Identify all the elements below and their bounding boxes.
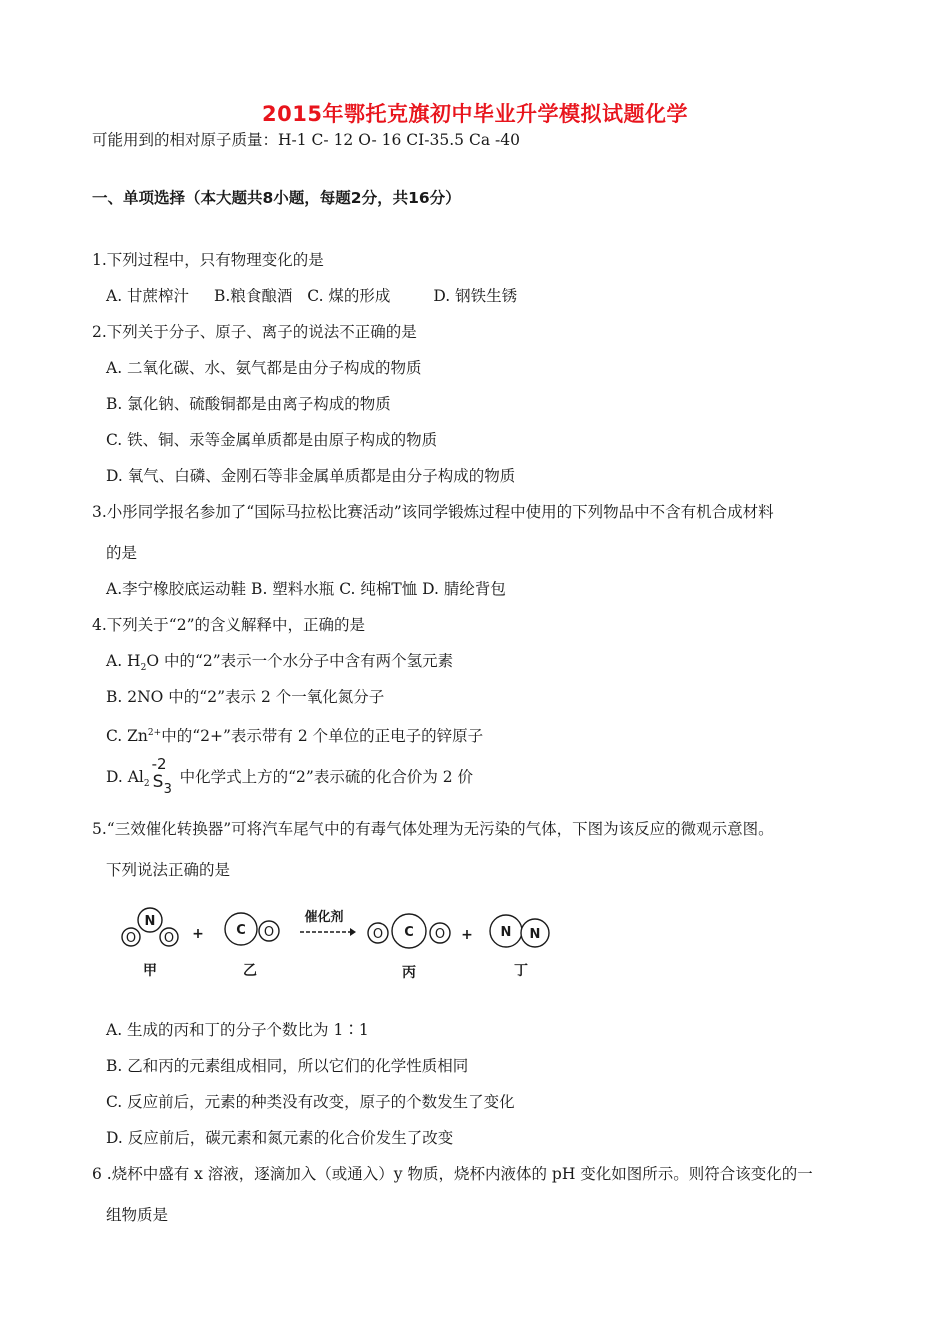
atom-symbol-n: N (144, 914, 156, 929)
q4-option-a (106, 651, 453, 678)
atom-symbol-o: O (163, 931, 175, 946)
q5-stem: 5.“三效催化转换器”可将汽车尾气中的有毒气体处理为无污染的气体，下图为该反应的微观示意图。 (92, 820, 774, 838)
q4-d-pre: D. Al (106, 768, 144, 786)
q4-a-pre: A. H (106, 652, 141, 670)
q1-option-b: B.粮食酿酒 (214, 287, 293, 305)
atomic-masses: 可能用到的相对原子质量：H-1 C- 12 O- 16 CI-35.5 Ca -40 (92, 131, 520, 149)
label-ding: 丁 (514, 963, 528, 979)
atom-symbol-n: N (529, 927, 541, 942)
q4-option-d (106, 755, 474, 797)
atom-symbol-o: O (125, 931, 137, 946)
q4-d-s-subscript: 3 (163, 782, 172, 797)
q3-options: A.李宁橡胶底运动鞋 B. 塑料水瓶 C. 纯棉T恤 D. 腈纶背包 (106, 580, 506, 598)
q4-a-subscript: 2 (140, 663, 147, 674)
label-bing: 丙 (402, 965, 416, 981)
q4-d-sulfur (150, 755, 180, 797)
q2-option-a: A. 二氧化碳、水、氨气都是由分子构成的物质 (106, 359, 422, 377)
q5-option-b: B. 乙和丙的元素组成相同，所以它们的化学性质相同 (106, 1057, 469, 1075)
q4-c-post: 中的“2+”表示带有 2 个单位的正电子的锌原子 (161, 727, 484, 746)
q4-d-post: 中化学式上方的“2”表示硫的化合价为 2 价 (179, 768, 474, 786)
q4-a-post: O 中的“2”表示一个水分子中含有两个氢元素 (146, 652, 454, 670)
reaction-diagram (110, 902, 570, 987)
plus-sign-2: + (461, 927, 473, 943)
q4-c-superscript: 2+ (147, 728, 162, 738)
q4-d-s-symbol: S (152, 772, 164, 792)
q2-option-c: C. 铁、铜、汞等金属单质都是由原子构成的物质 (106, 431, 438, 449)
atom-symbol-c: C (236, 923, 246, 938)
atom-symbol-o: O (263, 925, 275, 940)
q4-option-b: B. 2NO 中的“2”表示 2 个一氧化氮分子 (106, 688, 385, 706)
q4-c-pre: C. Zn (106, 727, 148, 746)
label-yi: 乙 (243, 963, 257, 979)
q4-stem: 4.下列关于“2”的含义解释中，正确的是 (92, 616, 365, 634)
atom-symbol-n: N (500, 925, 512, 940)
q5-option-d: D. 反应前后，碳元素和氮元素的化合价发生了改变 (106, 1129, 454, 1147)
q1-option-d: D. 钢铁生锈 (433, 287, 518, 305)
q4-d-subscript: 2 (143, 779, 150, 790)
plus-sign-1: + (192, 926, 204, 942)
q3-stem-cont: 的是 (106, 544, 138, 562)
q2-option-b: B. 氯化钠、硫酸铜都是由离子构成的物质 (106, 395, 391, 413)
q5-option-c: C. 反应前后，元素的种类没有改变，原子的个数发生了变化 (106, 1093, 515, 1111)
q5-option-a: A. 生成的丙和丁的分子个数比为 1∶1 (106, 1021, 369, 1039)
q1-option-a: A. 甘蔗榨汁 (106, 287, 190, 305)
atom-symbol-o: O (372, 927, 384, 942)
page-title: 2015年鄂托克旗初中毕业升学模拟试题化学 (262, 102, 688, 126)
q5-stem-cont: 下列说法正确的是 (106, 861, 231, 879)
arrow-head (350, 928, 356, 936)
section-header: 一、单项选择（本大题共8小题，每题2分，共16分） (92, 189, 461, 207)
q3-stem: 3.小彤同学报名参加了“国际马拉松比赛活动”该同学锻炼过程中使用的下列物品中不含有机合成材料 (92, 503, 774, 521)
q6-stem-cont: 组物质是 (106, 1206, 169, 1224)
q1-stem: 1.下列过程中，只有物理变化的是 (92, 251, 324, 269)
atom-symbol-o: O (434, 927, 446, 942)
atom-symbol-c: C (404, 925, 414, 940)
label-jia: 甲 (143, 963, 157, 979)
q2-stem: 2.下列关于分子、原子、离子的说法不正确的是 (92, 323, 417, 341)
catalyst-label: 催化剂 (304, 910, 344, 925)
q1-options (106, 286, 537, 306)
q4-option-c (106, 723, 483, 746)
q6-stem: 6 .烧杯中盛有 x 溶液，逐滴加入（或通入）y 物质，烧杯内液体的 pH 变化如图所示。则符合该变化的一 (92, 1165, 813, 1183)
q1-option-c: C. 煤的形成 (307, 287, 391, 305)
q2-option-d: D. 氧气、白磷、金刚石等非金属单质都是由分子构成的物质 (106, 467, 516, 485)
q4-d-valence: -2 (151, 755, 167, 773)
